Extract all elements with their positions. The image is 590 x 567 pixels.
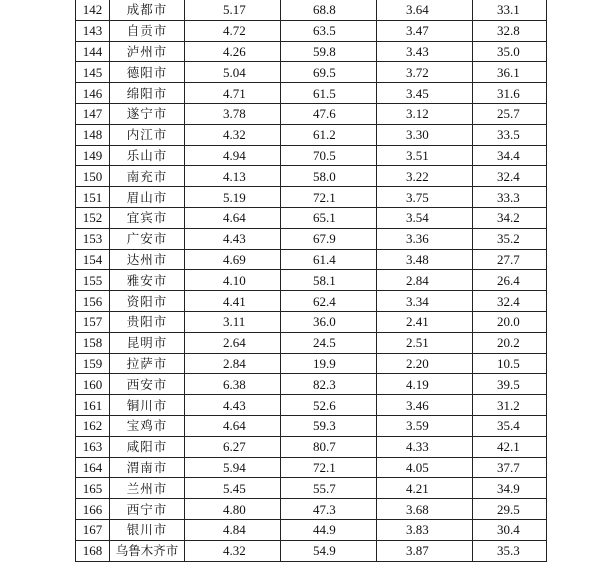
value-1-cell: 4.72 (185, 20, 281, 41)
value-3-cell: 3.87 (377, 540, 473, 561)
value-3-cell: 3.30 (377, 124, 473, 145)
value-3-cell: 3.75 (377, 187, 473, 208)
value-3-cell: 2.51 (377, 332, 473, 353)
value-3-cell: 3.64 (377, 0, 473, 20)
value-4-cell: 30.4 (473, 519, 547, 540)
value-3-cell: 3.83 (377, 519, 473, 540)
value-2-cell: 80.7 (281, 436, 377, 457)
value-4-cell: 31.2 (473, 395, 547, 416)
value-4-cell: 32.4 (473, 291, 547, 312)
value-2-cell: 65.1 (281, 207, 377, 228)
value-1-cell: 2.64 (185, 332, 281, 353)
value-3-cell: 3.22 (377, 166, 473, 187)
value-4-cell: 26.4 (473, 270, 547, 291)
city-cell: 西安市 (110, 374, 185, 395)
value-3-cell: 2.84 (377, 270, 473, 291)
table-row (76, 166, 547, 187)
rank-cell: 159 (76, 353, 110, 374)
table-row (76, 540, 547, 561)
value-3-cell: 2.41 (377, 311, 473, 332)
city-cell: 宝鸡市 (110, 415, 185, 436)
city-cell: 乌鲁木齐市 (110, 540, 185, 561)
value-2-cell: 62.4 (281, 291, 377, 312)
value-4-cell: 36.1 (473, 62, 547, 83)
value-4-cell: 35.2 (473, 228, 547, 249)
document-page (75, 0, 547, 562)
value-1-cell: 4.94 (185, 145, 281, 166)
city-cell: 泸州市 (110, 41, 185, 62)
table-row (76, 249, 547, 270)
value-1-cell: 4.13 (185, 166, 281, 187)
value-3-cell: 3.72 (377, 62, 473, 83)
table-row (76, 332, 547, 353)
value-2-cell: 59.8 (281, 41, 377, 62)
value-3-cell: 3.48 (377, 249, 473, 270)
value-1-cell: 5.19 (185, 187, 281, 208)
value-4-cell: 20.0 (473, 311, 547, 332)
table-row (76, 0, 547, 20)
city-cell: 南充市 (110, 166, 185, 187)
value-4-cell: 42.1 (473, 436, 547, 457)
table-row (76, 395, 547, 416)
value-3-cell: 3.54 (377, 207, 473, 228)
table-row (76, 41, 547, 62)
value-4-cell: 33.5 (473, 124, 547, 145)
value-1-cell: 4.64 (185, 207, 281, 228)
value-3-cell: 3.46 (377, 395, 473, 416)
table-row (76, 374, 547, 395)
value-1-cell: 3.11 (185, 311, 281, 332)
value-3-cell: 3.34 (377, 291, 473, 312)
value-4-cell: 27.7 (473, 249, 547, 270)
value-3-cell: 3.47 (377, 20, 473, 41)
city-cell: 兰州市 (110, 478, 185, 499)
table-row (76, 62, 547, 83)
table-row (76, 228, 547, 249)
value-4-cell: 10.5 (473, 353, 547, 374)
table-row (76, 519, 547, 540)
value-1-cell: 5.94 (185, 457, 281, 478)
value-3-cell: 4.05 (377, 457, 473, 478)
value-1-cell: 4.80 (185, 499, 281, 520)
rank-cell: 157 (76, 311, 110, 332)
value-2-cell: 67.9 (281, 228, 377, 249)
value-2-cell: 58.1 (281, 270, 377, 291)
value-3-cell: 4.21 (377, 478, 473, 499)
value-4-cell: 20.2 (473, 332, 547, 353)
value-4-cell: 31.6 (473, 83, 547, 104)
rank-cell: 151 (76, 187, 110, 208)
table-row (76, 145, 547, 166)
value-3-cell: 4.19 (377, 374, 473, 395)
rank-cell: 167 (76, 519, 110, 540)
value-1-cell: 5.17 (185, 0, 281, 20)
city-cell: 宜宾市 (110, 207, 185, 228)
rank-cell: 149 (76, 145, 110, 166)
value-2-cell: 55.7 (281, 478, 377, 499)
value-2-cell: 63.5 (281, 20, 377, 41)
rank-cell: 144 (76, 41, 110, 62)
value-2-cell: 24.5 (281, 332, 377, 353)
table-row (76, 291, 547, 312)
value-1-cell: 4.43 (185, 395, 281, 416)
value-2-cell: 36.0 (281, 311, 377, 332)
table-row (76, 20, 547, 41)
table-row (76, 478, 547, 499)
value-4-cell: 33.1 (473, 0, 547, 20)
rank-cell: 145 (76, 62, 110, 83)
city-cell: 咸阳市 (110, 436, 185, 457)
rank-cell: 165 (76, 478, 110, 499)
city-cell: 绵阳市 (110, 83, 185, 104)
value-1-cell: 6.38 (185, 374, 281, 395)
rank-cell: 164 (76, 457, 110, 478)
value-1-cell: 4.32 (185, 540, 281, 561)
value-3-cell: 3.12 (377, 103, 473, 124)
value-1-cell: 4.32 (185, 124, 281, 145)
value-4-cell: 34.4 (473, 145, 547, 166)
city-cell: 西宁市 (110, 499, 185, 520)
value-4-cell: 29.5 (473, 499, 547, 520)
value-4-cell: 35.0 (473, 41, 547, 62)
value-3-cell: 3.36 (377, 228, 473, 249)
rank-cell: 147 (76, 103, 110, 124)
rank-cell: 156 (76, 291, 110, 312)
value-3-cell: 3.59 (377, 415, 473, 436)
value-3-cell: 2.20 (377, 353, 473, 374)
rank-cell: 161 (76, 395, 110, 416)
value-1-cell: 6.27 (185, 436, 281, 457)
value-1-cell: 4.64 (185, 415, 281, 436)
rank-cell: 154 (76, 249, 110, 270)
table-row (76, 103, 547, 124)
value-2-cell: 47.3 (281, 499, 377, 520)
rank-cell: 152 (76, 207, 110, 228)
value-1-cell: 3.78 (185, 103, 281, 124)
value-1-cell: 4.43 (185, 228, 281, 249)
value-2-cell: 61.4 (281, 249, 377, 270)
value-2-cell: 82.3 (281, 374, 377, 395)
city-cell: 自贡市 (110, 20, 185, 41)
table-row (76, 353, 547, 374)
city-cell: 资阳市 (110, 291, 185, 312)
city-data-table (75, 0, 547, 562)
value-4-cell: 34.9 (473, 478, 547, 499)
value-1-cell: 5.04 (185, 62, 281, 83)
city-cell: 银川市 (110, 519, 185, 540)
city-cell: 铜川市 (110, 395, 185, 416)
value-4-cell: 35.4 (473, 415, 547, 436)
table-row (76, 187, 547, 208)
value-2-cell: 19.9 (281, 353, 377, 374)
value-1-cell: 4.69 (185, 249, 281, 270)
value-2-cell: 70.5 (281, 145, 377, 166)
value-2-cell: 61.2 (281, 124, 377, 145)
table-row (76, 499, 547, 520)
table-body (76, 0, 547, 561)
value-1-cell: 4.71 (185, 83, 281, 104)
value-3-cell: 4.33 (377, 436, 473, 457)
value-2-cell: 54.9 (281, 540, 377, 561)
rank-cell: 143 (76, 20, 110, 41)
table-row (76, 124, 547, 145)
value-1-cell: 5.45 (185, 478, 281, 499)
value-4-cell: 34.2 (473, 207, 547, 228)
rank-cell: 155 (76, 270, 110, 291)
table-row (76, 415, 547, 436)
value-1-cell: 4.84 (185, 519, 281, 540)
rank-cell: 168 (76, 540, 110, 561)
rank-cell: 150 (76, 166, 110, 187)
city-cell: 渭南市 (110, 457, 185, 478)
rank-cell: 160 (76, 374, 110, 395)
rank-cell: 142 (76, 0, 110, 20)
value-1-cell: 4.41 (185, 291, 281, 312)
city-cell: 遂宁市 (110, 103, 185, 124)
value-1-cell: 2.84 (185, 353, 281, 374)
value-3-cell: 3.51 (377, 145, 473, 166)
city-cell: 贵阳市 (110, 311, 185, 332)
city-cell: 达州市 (110, 249, 185, 270)
rank-cell: 153 (76, 228, 110, 249)
city-cell: 内江市 (110, 124, 185, 145)
value-2-cell: 69.5 (281, 62, 377, 83)
city-cell: 眉山市 (110, 187, 185, 208)
rank-cell: 162 (76, 415, 110, 436)
value-2-cell: 59.3 (281, 415, 377, 436)
rank-cell: 148 (76, 124, 110, 145)
table-row (76, 270, 547, 291)
value-3-cell: 3.68 (377, 499, 473, 520)
city-cell: 乐山市 (110, 145, 185, 166)
value-4-cell: 35.3 (473, 540, 547, 561)
value-2-cell: 68.8 (281, 0, 377, 20)
value-4-cell: 39.5 (473, 374, 547, 395)
rank-cell: 146 (76, 83, 110, 104)
table-row (76, 311, 547, 332)
value-4-cell: 32.8 (473, 20, 547, 41)
table-row (76, 83, 547, 104)
value-1-cell: 4.26 (185, 41, 281, 62)
city-cell: 广安市 (110, 228, 185, 249)
value-2-cell: 44.9 (281, 519, 377, 540)
rank-cell: 166 (76, 499, 110, 520)
value-4-cell: 25.7 (473, 103, 547, 124)
value-2-cell: 72.1 (281, 457, 377, 478)
value-4-cell: 32.4 (473, 166, 547, 187)
value-4-cell: 33.3 (473, 187, 547, 208)
rank-cell: 163 (76, 436, 110, 457)
value-2-cell: 58.0 (281, 166, 377, 187)
value-2-cell: 72.1 (281, 187, 377, 208)
value-2-cell: 47.6 (281, 103, 377, 124)
table-row (76, 436, 547, 457)
value-2-cell: 52.6 (281, 395, 377, 416)
city-cell: 德阳市 (110, 62, 185, 83)
table-row (76, 457, 547, 478)
city-cell: 昆明市 (110, 332, 185, 353)
city-cell: 成都市 (110, 0, 185, 20)
value-3-cell: 3.43 (377, 41, 473, 62)
value-4-cell: 37.7 (473, 457, 547, 478)
value-1-cell: 4.10 (185, 270, 281, 291)
city-cell: 拉萨市 (110, 353, 185, 374)
city-cell: 雅安市 (110, 270, 185, 291)
value-2-cell: 61.5 (281, 83, 377, 104)
rank-cell: 158 (76, 332, 110, 353)
value-3-cell: 3.45 (377, 83, 473, 104)
table-row (76, 207, 547, 228)
